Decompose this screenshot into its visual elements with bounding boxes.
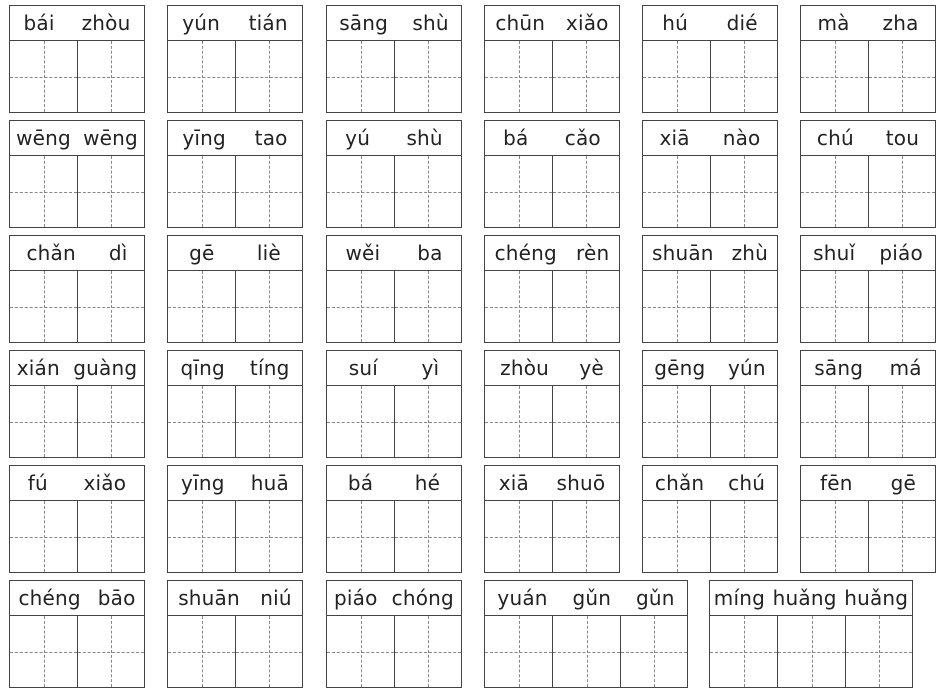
tianzige-cell[interactable] bbox=[485, 41, 552, 112]
writing-grid bbox=[642, 386, 778, 458]
tianzige-cell[interactable] bbox=[77, 386, 144, 457]
pinyin-syllable: yuán bbox=[497, 586, 548, 610]
pinyin-syllable: zha bbox=[882, 11, 919, 35]
tianzige-cell[interactable] bbox=[801, 501, 868, 572]
tianzige-cell[interactable] bbox=[327, 501, 394, 572]
tianzige-cell[interactable] bbox=[845, 616, 912, 687]
pinyin-box bbox=[642, 235, 778, 271]
pinyin-box bbox=[326, 580, 462, 616]
pinyin-box bbox=[800, 235, 936, 271]
pinyin-box bbox=[484, 120, 620, 156]
pinyin-box bbox=[709, 580, 913, 616]
tianzige-cell[interactable] bbox=[394, 616, 461, 687]
tianzige-cell[interactable] bbox=[710, 156, 777, 227]
pinyin-syllable: huǎng bbox=[772, 586, 837, 610]
pinyin-syllable: bá bbox=[347, 471, 374, 495]
tianzige-cell[interactable] bbox=[777, 616, 844, 687]
tianzige-cell[interactable] bbox=[168, 156, 235, 227]
tianzige-cell[interactable] bbox=[394, 501, 461, 572]
pinyin-syllable: chú bbox=[728, 471, 766, 495]
pinyin-box bbox=[642, 465, 778, 501]
tianzige-cell[interactable] bbox=[10, 156, 77, 227]
writing-grid bbox=[167, 156, 303, 228]
pinyin-syllable: gēng bbox=[654, 356, 706, 380]
pinyin-syllable: shuō bbox=[556, 471, 606, 495]
word-item bbox=[326, 465, 462, 573]
tianzige-cell[interactable] bbox=[168, 271, 235, 342]
writing-grid bbox=[167, 271, 303, 343]
writing-grid bbox=[484, 271, 620, 343]
writing-grid bbox=[326, 271, 462, 343]
pinyin-syllable: sāng bbox=[814, 356, 864, 380]
pinyin-syllable: huā bbox=[250, 471, 289, 495]
pinyin-box bbox=[167, 120, 303, 156]
pinyin-box bbox=[167, 580, 303, 616]
pinyin-box bbox=[800, 120, 936, 156]
pinyin-syllable: piáo bbox=[879, 241, 923, 265]
pinyin-syllable: bái bbox=[23, 11, 55, 35]
pinyin-syllable: rèn bbox=[576, 241, 610, 265]
pinyin-syllable: liè bbox=[256, 241, 281, 265]
pinyin-syllable: zhòu bbox=[81, 11, 131, 35]
writing-grid bbox=[484, 386, 620, 458]
pinyin-syllable: gē bbox=[890, 471, 916, 495]
pinyin-syllable: gǔn bbox=[572, 586, 612, 610]
word-item bbox=[484, 465, 620, 573]
pinyin-box bbox=[167, 5, 303, 41]
writing-grid bbox=[800, 271, 936, 343]
pinyin-box bbox=[9, 350, 145, 386]
writing-grid bbox=[800, 41, 936, 113]
word-item bbox=[800, 350, 936, 458]
word-item bbox=[326, 120, 462, 228]
tianzige-cell[interactable] bbox=[710, 501, 777, 572]
writing-grid bbox=[709, 616, 913, 688]
pinyin-syllable: fēn bbox=[819, 471, 853, 495]
pinyin-syllable: míng bbox=[713, 586, 766, 610]
tianzige-cell[interactable] bbox=[10, 501, 77, 572]
pinyin-box bbox=[800, 5, 936, 41]
tianzige-cell[interactable] bbox=[868, 501, 935, 572]
writing-grid bbox=[484, 41, 620, 113]
tianzige-cell[interactable] bbox=[710, 41, 777, 112]
word-item bbox=[484, 120, 620, 228]
pinyin-syllable: yīng bbox=[181, 471, 225, 495]
tianzige-cell[interactable] bbox=[801, 41, 868, 112]
pinyin-box bbox=[326, 465, 462, 501]
pinyin-syllable: sāng bbox=[339, 11, 389, 35]
tianzige-cell[interactable] bbox=[77, 156, 144, 227]
tianzige-cell[interactable] bbox=[552, 271, 619, 342]
word-item bbox=[9, 120, 145, 228]
tianzige-cell[interactable] bbox=[868, 41, 935, 112]
pinyin-syllable: hú bbox=[662, 11, 689, 35]
word-item bbox=[326, 235, 462, 343]
pinyin-syllable: xiā bbox=[659, 126, 690, 150]
word-item bbox=[484, 5, 620, 113]
word-item bbox=[642, 5, 778, 113]
pinyin-syllable: wēng bbox=[83, 126, 138, 150]
word-item bbox=[167, 235, 303, 343]
writing-grid bbox=[326, 156, 462, 228]
tianzige-cell[interactable] bbox=[235, 386, 302, 457]
tianzige-cell[interactable] bbox=[235, 156, 302, 227]
pinyin-syllable: tao bbox=[254, 126, 288, 150]
pinyin-syllable: chǎn bbox=[26, 241, 76, 265]
word-item bbox=[9, 5, 145, 113]
pinyin-syllable: hé bbox=[414, 471, 441, 495]
pinyin-box bbox=[326, 120, 462, 156]
tianzige-cell[interactable] bbox=[801, 156, 868, 227]
word-item bbox=[642, 120, 778, 228]
pinyin-syllable: niú bbox=[260, 586, 292, 610]
tianzige-cell[interactable] bbox=[710, 271, 777, 342]
pinyin-box bbox=[800, 465, 936, 501]
tianzige-cell[interactable] bbox=[643, 501, 710, 572]
tianzige-cell[interactable] bbox=[710, 616, 777, 687]
word-item bbox=[9, 235, 145, 343]
pinyin-syllable: wěi bbox=[345, 241, 381, 265]
writing-grid bbox=[326, 616, 462, 688]
pinyin-syllable: má bbox=[889, 356, 922, 380]
pinyin-syllable: chéng bbox=[494, 241, 557, 265]
tianzige-cell[interactable] bbox=[552, 41, 619, 112]
tianzige-cell[interactable] bbox=[235, 501, 302, 572]
tianzige-cell[interactable] bbox=[552, 616, 619, 687]
word-item bbox=[9, 350, 145, 458]
tianzige-cell[interactable] bbox=[394, 156, 461, 227]
pinyin-syllable: fú bbox=[27, 471, 48, 495]
tianzige-cell[interactable] bbox=[552, 156, 619, 227]
pinyin-syllable: yì bbox=[421, 356, 440, 380]
word-item bbox=[800, 235, 936, 343]
writing-grid bbox=[484, 616, 688, 688]
word-item bbox=[642, 235, 778, 343]
tianzige-cell[interactable] bbox=[485, 271, 552, 342]
tianzige-cell[interactable] bbox=[168, 501, 235, 572]
pinyin-box bbox=[9, 580, 145, 616]
word-item bbox=[709, 580, 913, 688]
pinyin-syllable: shù bbox=[406, 126, 443, 150]
tianzige-cell[interactable] bbox=[327, 386, 394, 457]
writing-grid bbox=[800, 156, 936, 228]
writing-grid bbox=[326, 41, 462, 113]
pinyin-box bbox=[9, 120, 145, 156]
pinyin-syllable: xiǎo bbox=[565, 11, 609, 35]
word-item bbox=[484, 580, 688, 688]
pinyin-syllable: xián bbox=[16, 356, 60, 380]
pinyin-syllable: gǔn bbox=[635, 586, 675, 610]
tianzige-cell[interactable] bbox=[643, 41, 710, 112]
tianzige-cell[interactable] bbox=[327, 616, 394, 687]
tianzige-cell[interactable] bbox=[77, 41, 144, 112]
pinyin-syllable: yè bbox=[579, 356, 604, 380]
word-item bbox=[326, 580, 462, 688]
word-item bbox=[9, 465, 145, 573]
tianzige-cell[interactable] bbox=[394, 41, 461, 112]
word-item bbox=[167, 120, 303, 228]
pinyin-syllable: suí bbox=[348, 356, 378, 380]
pinyin-box bbox=[9, 465, 145, 501]
word-item bbox=[800, 465, 936, 573]
writing-grid bbox=[484, 501, 620, 573]
pinyin-box bbox=[484, 350, 620, 386]
pinyin-syllable: shuǐ bbox=[813, 241, 856, 265]
writing-grid bbox=[167, 386, 303, 458]
word-item bbox=[642, 465, 778, 573]
tianzige-cell[interactable] bbox=[10, 616, 77, 687]
writing-grid bbox=[484, 156, 620, 228]
word-item bbox=[167, 465, 303, 573]
pinyin-syllable: bá bbox=[503, 126, 529, 150]
tianzige-cell[interactable] bbox=[327, 271, 394, 342]
tianzige-cell[interactable] bbox=[485, 386, 552, 457]
tianzige-cell[interactable] bbox=[394, 386, 461, 457]
tianzige-cell[interactable] bbox=[77, 271, 144, 342]
tianzige-cell[interactable] bbox=[10, 41, 77, 112]
tianzige-cell[interactable] bbox=[643, 271, 710, 342]
writing-grid bbox=[642, 156, 778, 228]
word-item bbox=[642, 350, 778, 458]
tianzige-cell[interactable] bbox=[327, 41, 394, 112]
pinyin-box bbox=[9, 5, 145, 41]
pinyin-box bbox=[484, 465, 620, 501]
writing-grid bbox=[800, 501, 936, 573]
pinyin-box bbox=[484, 5, 620, 41]
word-item bbox=[800, 5, 936, 113]
word-item bbox=[484, 350, 620, 458]
word-item bbox=[800, 120, 936, 228]
pinyin-box bbox=[326, 5, 462, 41]
tianzige-cell[interactable] bbox=[485, 616, 552, 687]
pinyin-syllable: ba bbox=[417, 241, 443, 265]
tianzige-cell[interactable] bbox=[168, 616, 235, 687]
tianzige-cell[interactable] bbox=[643, 386, 710, 457]
writing-grid bbox=[326, 501, 462, 573]
writing-grid bbox=[9, 271, 145, 343]
tianzige-cell[interactable] bbox=[168, 386, 235, 457]
pinyin-syllable: tíng bbox=[249, 356, 290, 380]
pinyin-syllable: bāo bbox=[97, 586, 136, 610]
pinyin-syllable: yún bbox=[182, 11, 221, 35]
tianzige-cell[interactable] bbox=[710, 386, 777, 457]
writing-grid bbox=[642, 501, 778, 573]
pinyin-syllable: chóng bbox=[391, 586, 454, 610]
tianzige-cell[interactable] bbox=[643, 156, 710, 227]
pinyin-syllable: xiǎo bbox=[83, 471, 127, 495]
pinyin-box bbox=[642, 5, 778, 41]
pinyin-syllable: wēng bbox=[16, 126, 71, 150]
pinyin-syllable: tián bbox=[248, 11, 288, 35]
pinyin-syllable: chūn bbox=[495, 11, 546, 35]
writing-grid bbox=[9, 156, 145, 228]
writing-grid bbox=[642, 271, 778, 343]
pinyin-box bbox=[9, 235, 145, 271]
pinyin-syllable: mà bbox=[817, 11, 850, 35]
pinyin-syllable: shuān bbox=[651, 241, 714, 265]
tianzige-cell[interactable] bbox=[235, 271, 302, 342]
writing-grid bbox=[167, 41, 303, 113]
tianzige-cell[interactable] bbox=[235, 616, 302, 687]
pinyin-syllable: piáo bbox=[334, 586, 378, 610]
pinyin-syllable: huǎng bbox=[844, 586, 909, 610]
writing-grid bbox=[800, 386, 936, 458]
tianzige-cell[interactable] bbox=[327, 156, 394, 227]
pinyin-syllable: qīng bbox=[180, 356, 225, 380]
writing-grid bbox=[9, 501, 145, 573]
tianzige-cell[interactable] bbox=[168, 41, 235, 112]
writing-grid bbox=[9, 41, 145, 113]
pinyin-syllable: yún bbox=[727, 356, 766, 380]
writing-grid bbox=[326, 386, 462, 458]
tianzige-cell[interactable] bbox=[868, 156, 935, 227]
pinyin-syllable: chǎn bbox=[654, 471, 705, 495]
word-item bbox=[9, 580, 145, 688]
tianzige-cell[interactable] bbox=[235, 41, 302, 112]
pinyin-syllable: xiā bbox=[498, 471, 529, 495]
writing-grid bbox=[9, 386, 145, 458]
writing-grid bbox=[642, 41, 778, 113]
pinyin-syllable: yīng bbox=[182, 126, 226, 150]
tianzige-cell[interactable] bbox=[77, 501, 144, 572]
pinyin-syllable: shù bbox=[412, 11, 449, 35]
word-item bbox=[484, 235, 620, 343]
tianzige-cell[interactable] bbox=[620, 616, 687, 687]
pinyin-box bbox=[167, 235, 303, 271]
word-item bbox=[326, 5, 462, 113]
pinyin-syllable: shuān bbox=[178, 586, 240, 610]
pinyin-syllable: cǎo bbox=[564, 126, 601, 150]
tianzige-cell[interactable] bbox=[77, 616, 144, 687]
pinyin-box bbox=[484, 580, 688, 616]
word-item bbox=[167, 580, 303, 688]
tianzige-cell[interactable] bbox=[10, 271, 77, 342]
pinyin-syllable: dì bbox=[108, 241, 128, 265]
pinyin-box bbox=[800, 350, 936, 386]
word-item bbox=[167, 350, 303, 458]
pinyin-syllable: gē bbox=[189, 241, 215, 265]
writing-grid bbox=[9, 616, 145, 688]
tianzige-cell[interactable] bbox=[801, 271, 868, 342]
pinyin-box bbox=[642, 350, 778, 386]
tianzige-cell[interactable] bbox=[801, 386, 868, 457]
tianzige-cell[interactable] bbox=[552, 501, 619, 572]
pinyin-syllable: zhù bbox=[731, 241, 769, 265]
tianzige-cell[interactable] bbox=[868, 271, 935, 342]
word-item bbox=[326, 350, 462, 458]
pinyin-box bbox=[484, 235, 620, 271]
pinyin-syllable: chú bbox=[816, 126, 854, 150]
pinyin-box bbox=[326, 350, 462, 386]
pinyin-syllable: chéng bbox=[18, 586, 81, 610]
tianzige-cell[interactable] bbox=[552, 386, 619, 457]
pinyin-syllable: nào bbox=[722, 126, 761, 150]
pinyin-box bbox=[167, 465, 303, 501]
tianzige-cell[interactable] bbox=[485, 501, 552, 572]
writing-grid bbox=[167, 616, 303, 688]
tianzige-cell[interactable] bbox=[868, 386, 935, 457]
tianzige-cell[interactable] bbox=[394, 271, 461, 342]
pinyin-syllable: zhòu bbox=[500, 356, 550, 380]
pinyin-syllable: yú bbox=[345, 126, 371, 150]
pinyin-syllable: guàng bbox=[73, 356, 138, 380]
pinyin-syllable: tou bbox=[885, 126, 920, 150]
writing-grid bbox=[167, 501, 303, 573]
pinyin-box bbox=[167, 350, 303, 386]
word-item bbox=[167, 5, 303, 113]
pinyin-box bbox=[326, 235, 462, 271]
tianzige-cell[interactable] bbox=[485, 156, 552, 227]
pinyin-box bbox=[642, 120, 778, 156]
pinyin-syllable: dié bbox=[726, 11, 758, 35]
tianzige-cell[interactable] bbox=[10, 386, 77, 457]
